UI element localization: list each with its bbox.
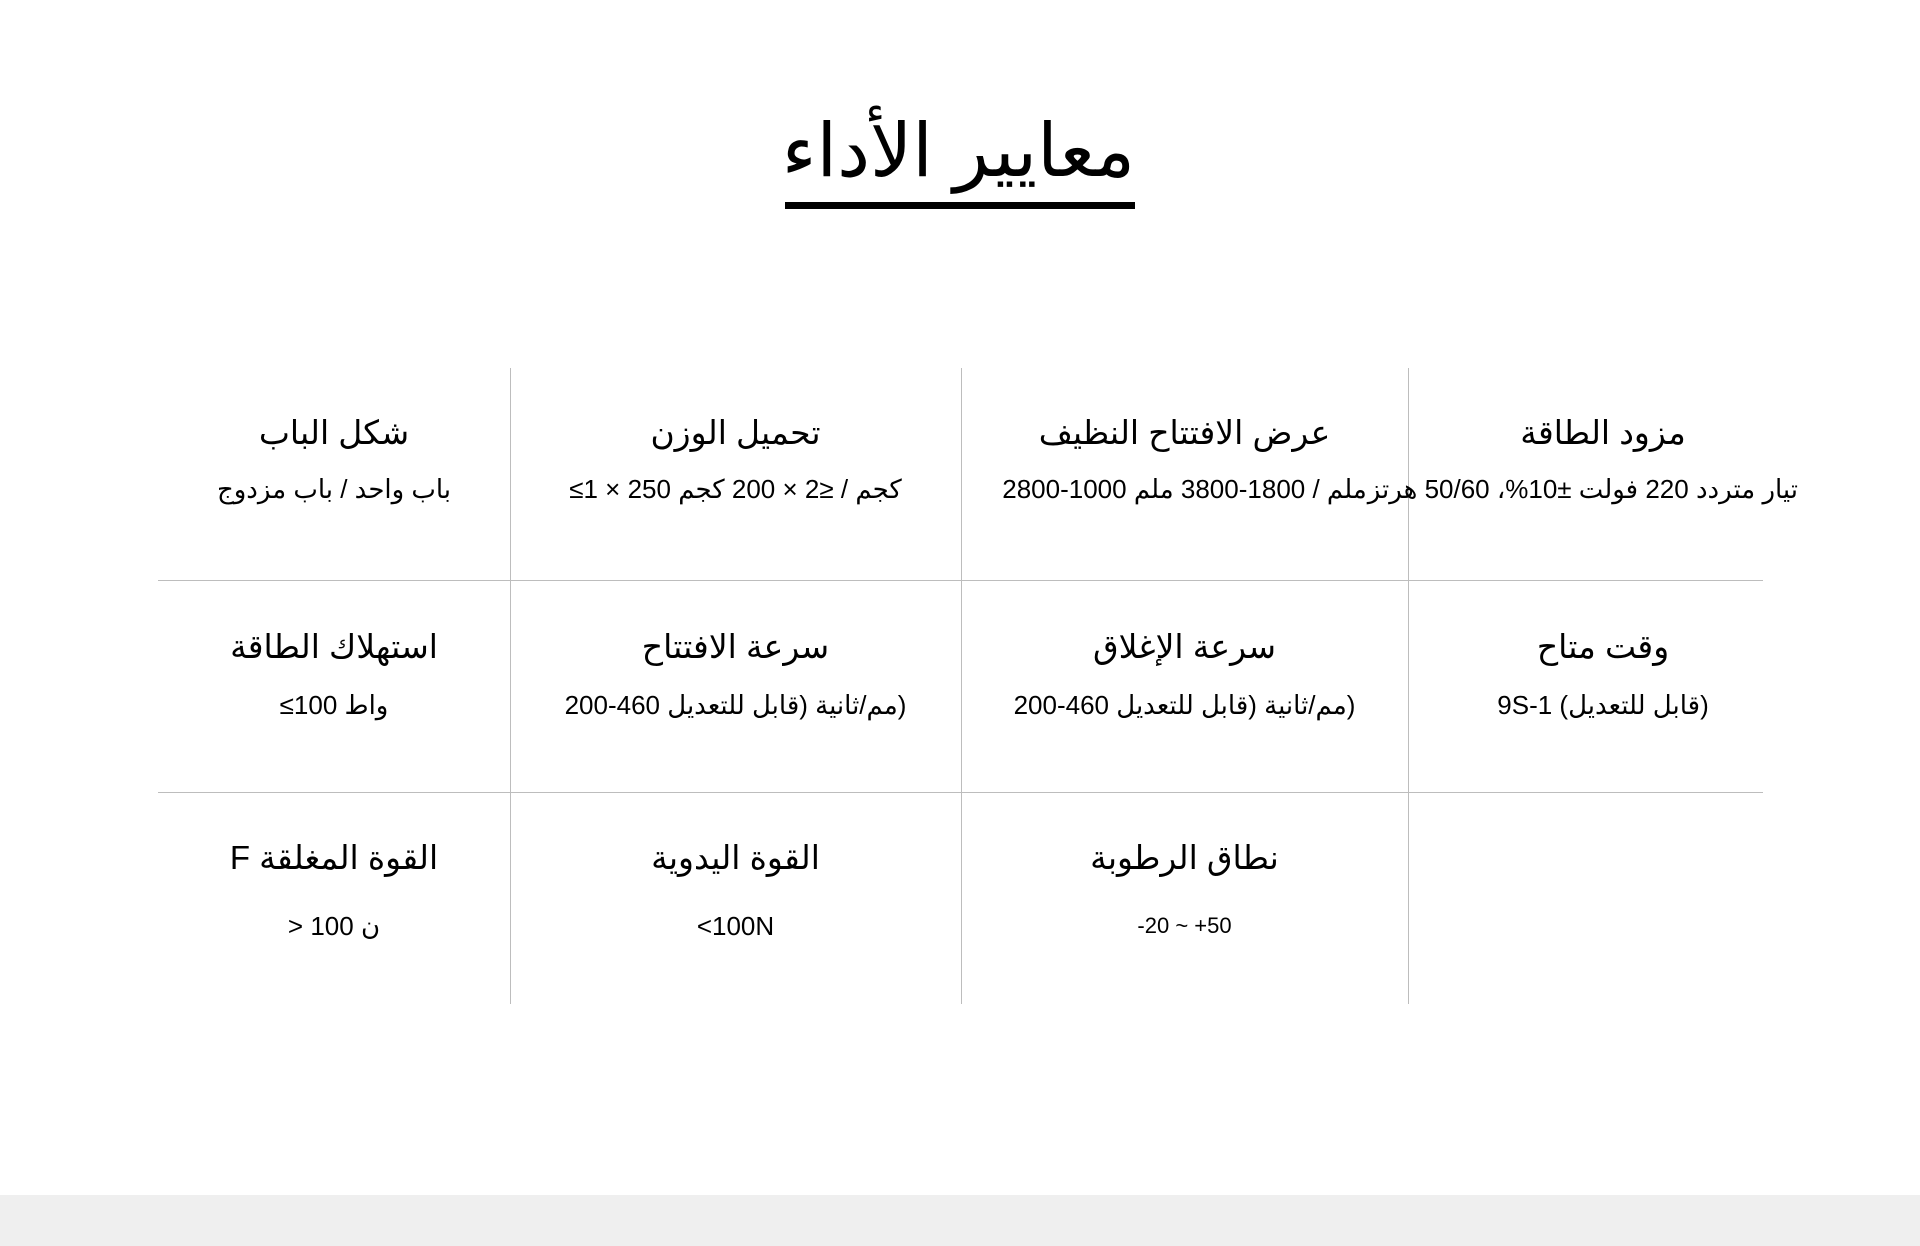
spec-value: <100N: [696, 911, 775, 941]
spec-value: تيار متردد 220 فولت ±10%، 50/60 هرتز: [1367, 474, 1798, 504]
spec-value: ملم / 1800-3800 ملم 1000-2800: [1002, 474, 1367, 504]
spec-cell-door-type: [158, 413, 510, 505]
spec-label: شكل الباب: [258, 414, 410, 451]
spec-value: -20 ~ +50: [1137, 913, 1232, 938]
spec-cell-power-supply: [1367, 413, 1798, 505]
spec-cell-weight-load: [510, 413, 961, 505]
spec-value: (مم/ثانية (قابل للتعديل 460-200: [564, 690, 907, 720]
spec-value: (قابل للتعديل) 1-9S: [1497, 690, 1709, 720]
spec-value: (مم/ثانية (قابل للتعديل 460-200: [1013, 690, 1356, 720]
spec-label: نطاق الرطوبة: [1090, 839, 1279, 876]
spec-value: باب واحد / باب مزدوج: [216, 474, 452, 504]
page-title: معايير الأداء: [781, 109, 1135, 192]
spec-cell-power-consumption: [158, 627, 510, 721]
spec-cell-closing-force: [158, 838, 510, 942]
spec-label: مزود الطاقة: [1520, 414, 1686, 451]
footer-bar: [0, 1195, 1920, 1246]
spec-label: وقت متاح: [1536, 628, 1670, 665]
spec-value: ن 100 <: [287, 911, 381, 941]
spec-cell-closing-speed: [961, 627, 1408, 721]
spec-cell-clear-opening-width: [961, 413, 1408, 505]
spec-label: القوة اليدوية: [651, 839, 820, 876]
spec-label: عرض الافتتاح النظيف: [1038, 414, 1331, 451]
spec-cell-available-time: [1408, 627, 1798, 721]
spec-label: تحميل الوزن: [650, 414, 821, 451]
spec-cell-manual-force: [510, 838, 961, 942]
spec-cell-opening-speed: [510, 627, 961, 721]
spec-label: القوة المغلقة F: [229, 839, 439, 876]
spec-value: كجم / ≤2 × 200 كجم 250 × 1≥: [569, 474, 902, 504]
spec-value: واط 100≥: [279, 690, 389, 720]
spec-label: استهلاك الطاقة: [230, 628, 438, 665]
spec-label: سرعة الإغلاق: [1093, 628, 1276, 665]
spec-cell-empty: [1408, 838, 1798, 870]
spec-cell-humidity-range: [961, 838, 1408, 942]
spec-label: سرعة الافتتاح: [641, 628, 830, 665]
